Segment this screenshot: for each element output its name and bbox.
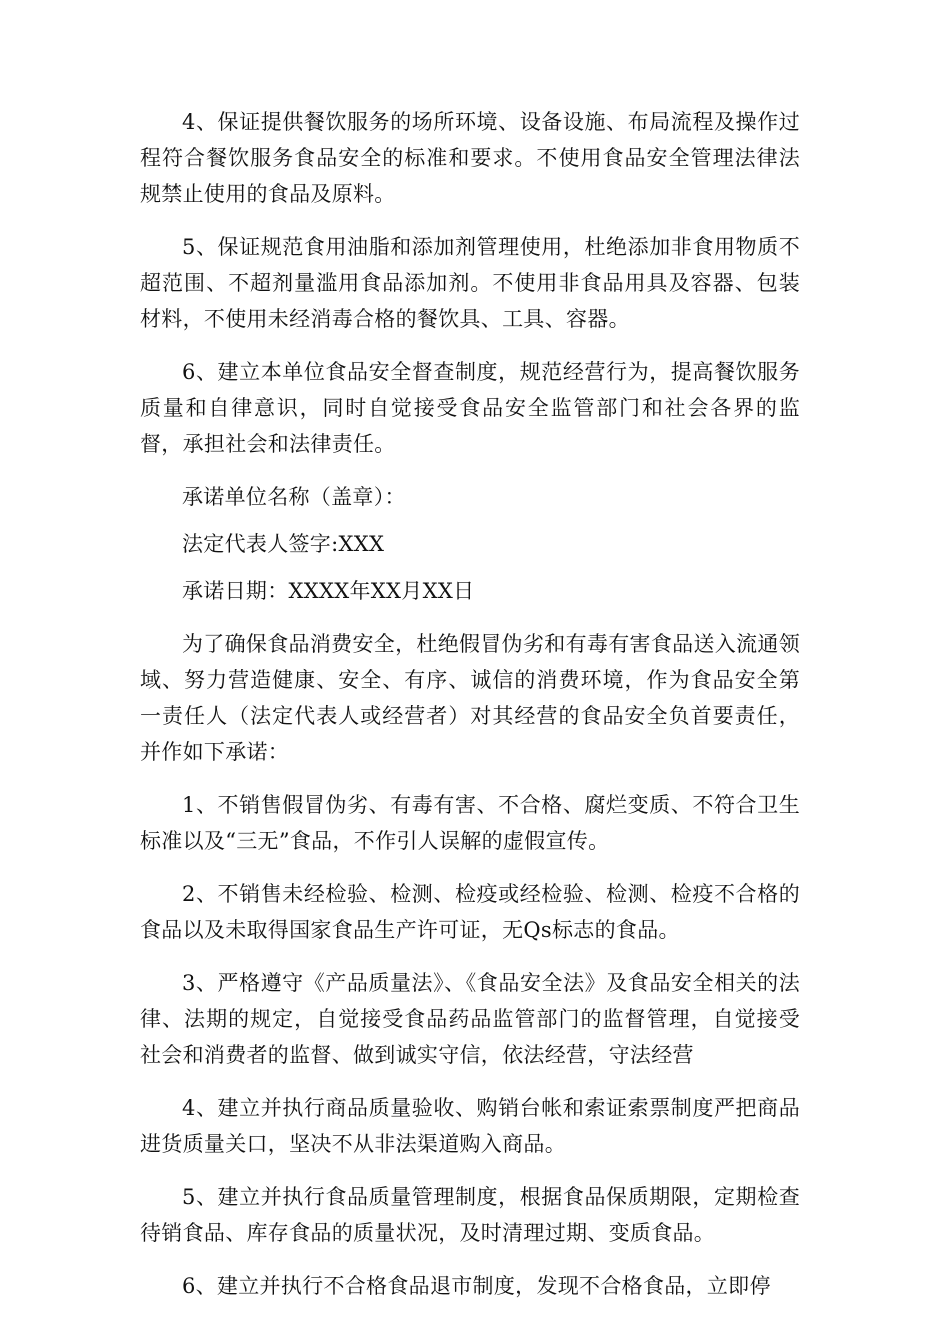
clause-1-no-counterfeit: 1、不销售假冒伪劣、有毒有害、不合格、腐烂变质、不符合卫生标准以及“三无”食品，不作引人误解的虚假宣传。 [140, 793, 800, 853]
document-body [140, 104, 800, 1321]
clause-5-quality-management: 5、建立并执行食品质量管理制度，根据食品保质期限，定期检查待销食品、库存食品的质量状况，及时清理过期、变质食品。 [140, 1185, 800, 1245]
second-commitment-intro: 为了确保食品消费安全，杜绝假冒伪劣和有毒有害食品送入流通领域、努力营造健康、安全、有序、诚信的消费环境，作为食品安全第一责任人（法定代表人或经营者）对其经营的食品安全负首要责任，并作如下承诺： [140, 632, 800, 764]
commitment-date-line: 承诺日期：XXXX年XX月XX日 [182, 579, 475, 603]
clause-5-additives: 5、保证规范食用油脂和添加剂管理使用，杜绝添加非食用物质不超范围、不超剂量滥用食品添加剂。不使用非食品用具及容器、包装材料，不使用未经消毒合格的餐饮具、工具、容器。 [140, 235, 800, 331]
clause-2-no-uninspected: 2、不销售未经检验、检测、检疫或经检验、检测、检疫不合格的食品以及未取得国家食品生产许可证，无Qs标志的食品。 [140, 882, 800, 942]
representative-signature-line: 法定代表人签字:XXX [182, 532, 385, 556]
clause-3-comply-laws: 3、严格遵守《产品质量法》、《食品安全法》及食品安全相关的法律、法期的规定，自觉接受食品药品监管部门的监督管理，自觉接受社会和消费者的监督、做到诚实守信，依法经营，守法经营 [140, 971, 800, 1067]
clause-6-supervision: 6、建立本单位食品安全督查制度，规范经营行为，提高餐饮服务质量和自律意识，同时自觉接受食品安全监管部门和社会各界的监督，承担社会和法律责任。 [140, 360, 800, 456]
clause-6-recall: 6、建立并执行不合格食品退市制度，发现不合格食品，立即停 [182, 1274, 771, 1298]
clause-4-premises: 4、保证提供餐饮服务的场所环境、设备设施、布局流程及操作过程符合餐饮服务食品安全的标准和要求。不使用食品安全管理法律法规禁止使用的食品及原料。 [140, 110, 800, 206]
unit-name-line: 承诺单位名称（盖章）： [182, 485, 406, 509]
clause-4-quality-acceptance: 4、建立并执行商品质量验收、购销台帐和索证索票制度严把商品进货质量关口，坚决不从非法渠道购入商品。 [140, 1096, 800, 1156]
